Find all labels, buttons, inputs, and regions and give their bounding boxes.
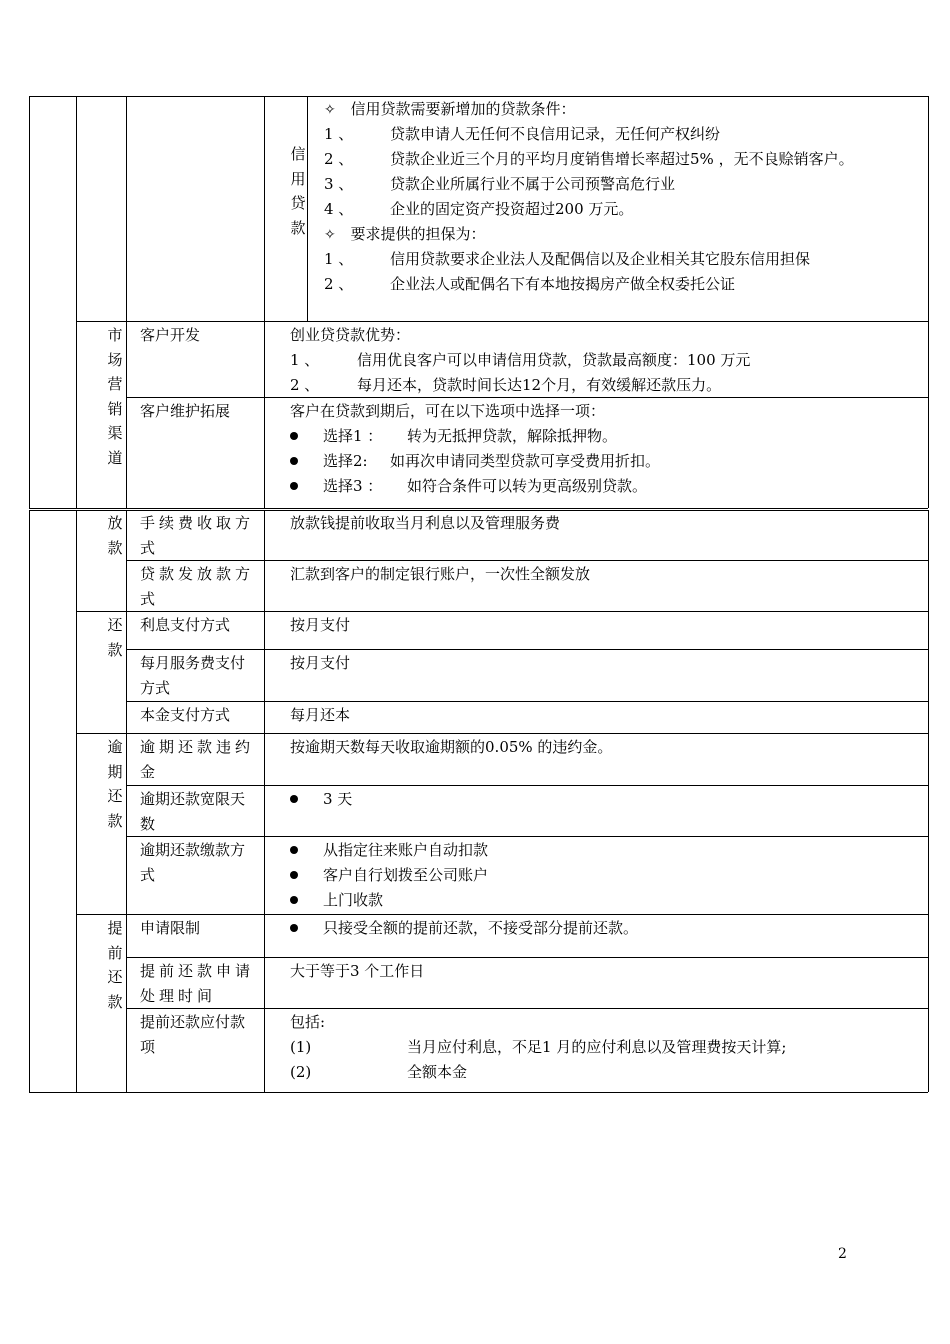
customer-dev-label: 客户开发 xyxy=(140,326,201,344)
retention-label: 客户维护拓展 xyxy=(140,402,231,420)
prepayment-items-label: 提前还款应付款项 xyxy=(140,1013,246,1056)
table1-col-divider xyxy=(264,96,265,508)
guarantee-text: 企业法人或配偶名下有本地按揭房产做全权委托公证 xyxy=(390,275,736,293)
table1-col-divider xyxy=(76,96,77,508)
table2-right-border xyxy=(928,510,929,1092)
customer-dev-text: 信用优良客户可以申请信用贷款，贷款最高额度：100 万元 xyxy=(357,351,751,369)
diamond-bullet-icon: ✧ xyxy=(324,227,336,243)
principal-payment-label: 本金支付方式 xyxy=(140,706,231,724)
loan-release-value: 汇款到客户的制定银行账户，一次性全额发放 xyxy=(290,565,591,583)
credit-condition-number: 2 、 xyxy=(324,150,354,168)
service-fee-payment-value: 按月支付 xyxy=(290,654,351,672)
bullet-icon xyxy=(290,457,298,465)
table2-row-divider xyxy=(127,957,928,958)
guarantee-header: ✧ 要求提供的担保为： xyxy=(324,225,486,243)
credit-conditions-header: ✧ 信用贷款需要新增加的贷款条件： xyxy=(324,100,576,118)
credit-condition-text: 贷款申请人无任何不良信用记录，无任何产权纠纷 xyxy=(390,125,721,143)
interest-payment-label: 利息支付方式 xyxy=(140,616,231,634)
fee-collection-label: 手续费收取方式 xyxy=(140,514,255,557)
guarantee-number: 2 、 xyxy=(324,275,354,293)
principal-payment-value: 每月还本 xyxy=(290,706,351,724)
table1-bottom-border xyxy=(29,508,928,509)
overdue-section-label: 逾期还款 xyxy=(107,738,123,830)
table2-row-divider xyxy=(127,785,928,786)
retention-intro: 客户在贷款到期后，可在以下选项中选择一项： xyxy=(290,402,606,420)
marketing-section-label: 市场营销渠道 xyxy=(107,326,123,467)
guarantee-number: 1 、 xyxy=(324,250,354,268)
table1-left-border xyxy=(29,96,30,508)
prepayment-item-number: (1) xyxy=(290,1038,312,1056)
table2-bottom-border xyxy=(29,1092,928,1093)
fee-collection-value: 放款钱提前收取当月利息以及管理服务费 xyxy=(290,514,561,532)
customer-dev-number: 1 、 xyxy=(290,351,320,369)
prepayment-section-label: 提前还款 xyxy=(107,919,123,1011)
prepayment-item-number: (2) xyxy=(290,1063,312,1081)
bullet-icon xyxy=(290,896,298,904)
interest-payment-value: 按月支付 xyxy=(290,616,351,634)
guarantee-text: 信用贷款要求企业法人及配偶信以及企业相关其它股东信用担保 xyxy=(390,250,811,268)
bullet-icon xyxy=(290,482,298,490)
table1-row-divider xyxy=(77,321,928,322)
table2-left-border xyxy=(29,510,30,1092)
bullet-icon xyxy=(290,432,298,440)
table2-col-divider xyxy=(76,510,77,1092)
customer-dev-text: 每月还本，贷款时间长达12个月，有效缓解还款压力。 xyxy=(357,376,722,394)
repayment-section-label: 还款 xyxy=(107,616,123,659)
table2-row-divider xyxy=(77,914,928,915)
credit-condition-number: 1 、 xyxy=(324,125,354,143)
application-limit-label: 申请限制 xyxy=(140,919,201,937)
prepayment-item-text: 当月应付利息，不足1 月的应付利息以及管理费按天计算; xyxy=(407,1038,787,1056)
processing-time-value: 大于等于3 个工作日 xyxy=(290,962,425,980)
retention-option-text: 如再次申请同类型贷款可享受费用折扣。 xyxy=(390,452,661,470)
processing-time-label: 提前还款申请处理时间 xyxy=(140,962,255,1005)
loan-release-label: 贷款发放款方式 xyxy=(140,565,255,608)
prepayment-items-intro: 包括: xyxy=(290,1013,326,1031)
diamond-bullet-icon: ✧ xyxy=(324,102,336,118)
overdue-payment-method-label: 逾期还款缴款方式 xyxy=(140,841,246,884)
credit-condition-text: 企业的固定资产投资超过200 万元。 xyxy=(390,200,634,218)
table2-row-divider xyxy=(77,733,928,734)
page-number: 2 xyxy=(838,1246,847,1262)
table2-col-divider xyxy=(264,510,265,1092)
disbursement-section-label: 放款 xyxy=(107,514,123,557)
customer-dev-intro: 创业贷贷款优势： xyxy=(290,326,411,344)
overdue-penalty-value: 按逾期天数每天收取逾期额的0.05% 的违约金。 xyxy=(290,738,613,756)
document-page: 信用贷款 ✧ 信用贷款需要新增加的贷款条件： 1 、 贷款申请人无任何不良信用记录，无任何产权纠纷 2 、 贷款企业近三个月的平均月度销售增长率超过5% ，无不良赊销客户。 3 、 贷款企业所属行业不属于公司预警高危行业 4 、 企业的固定资产投资超过200 万元。 ✧ 要求提供的担保为： 1 、 信用贷款要求企业法人及配偶信以及企业相关其它股东信用担保 2 、 企业法人或配偶名下有本地按揭房产做全权委托公证 市场营销渠道 客户开发 创业贷贷款优势： 1 、 信用优良客户可以申请信用贷款，贷款最高额度：100 万元 2 、 每月还本，贷款时间长达12个月，有效缓解还款压力。 客户维护拓展 客户在贷款到期后，可在以下选项中选择一项： 选择1 ： 转为无抵押贷款，解除抵押物。 选择2: 如再次申请同类型贷款可享受费用折扣。 选择3 ： 如符合条件可以转为更高级别贷款。 放款 手续费收取方式 放款钱提前收取当月利息以及管理服务费 贷款发放款方式 汇款到客户的制定银行账户，一次性全额发放 还款 利息支付方式 按月支付 每月服务费支付方式 按月支付 本金支付方式 每月还本 逾期还款 逾期还款违约金 按逾期天数每天收取逾期额的0.05% 的违约金。 逾期还款宽限天数 3 天 逾期还款缴款方式 从指定往来账户自动扣款 客户自行划拨至公司账户 上门收款 提前还款 申请限制 只接受全额的提前还款，不接受部分提前还款。 提前还款申请处理时间 大于等于3 个工作日 提前还款应付款项 包括: (1) 当月应付利息，不足1 月的应付利息以及管理费按天计算; (2) 全额本金 2 xyxy=(0,0,950,1344)
table2-row-divider xyxy=(127,701,928,702)
retention-option-text: 如符合条件可以转为更高级别贷款。 xyxy=(407,477,648,495)
bullet-icon xyxy=(290,871,298,879)
overdue-penalty-label: 逾期还款违约金 xyxy=(140,738,255,781)
bullet-icon xyxy=(290,846,298,854)
bullet-icon xyxy=(290,924,298,932)
customer-dev-number: 2 、 xyxy=(290,376,320,394)
credit-condition-text: 贷款企业近三个月的平均月度销售增长率超过5% ，无不良赊销客户。 xyxy=(390,150,854,168)
bullet-icon xyxy=(290,795,298,803)
credit-condition-number: 3 、 xyxy=(324,175,354,193)
retention-option-text: 转为无抵押贷款，解除抵押物。 xyxy=(407,427,618,445)
service-fee-payment-label: 每月服务费支付方式 xyxy=(140,654,246,697)
table1-right-border xyxy=(928,96,929,508)
table2-row-divider xyxy=(127,649,928,650)
credit-condition-number: 4 、 xyxy=(324,200,354,218)
grace-days-label: 逾期还款宽限天数 xyxy=(140,790,246,833)
prepayment-item-text: 全额本金 xyxy=(407,1063,468,1081)
credit-condition-text: 贷款企业所属行业不属于公司预警高危行业 xyxy=(390,175,676,193)
credit-loan-label: 信用贷款 xyxy=(290,145,306,237)
